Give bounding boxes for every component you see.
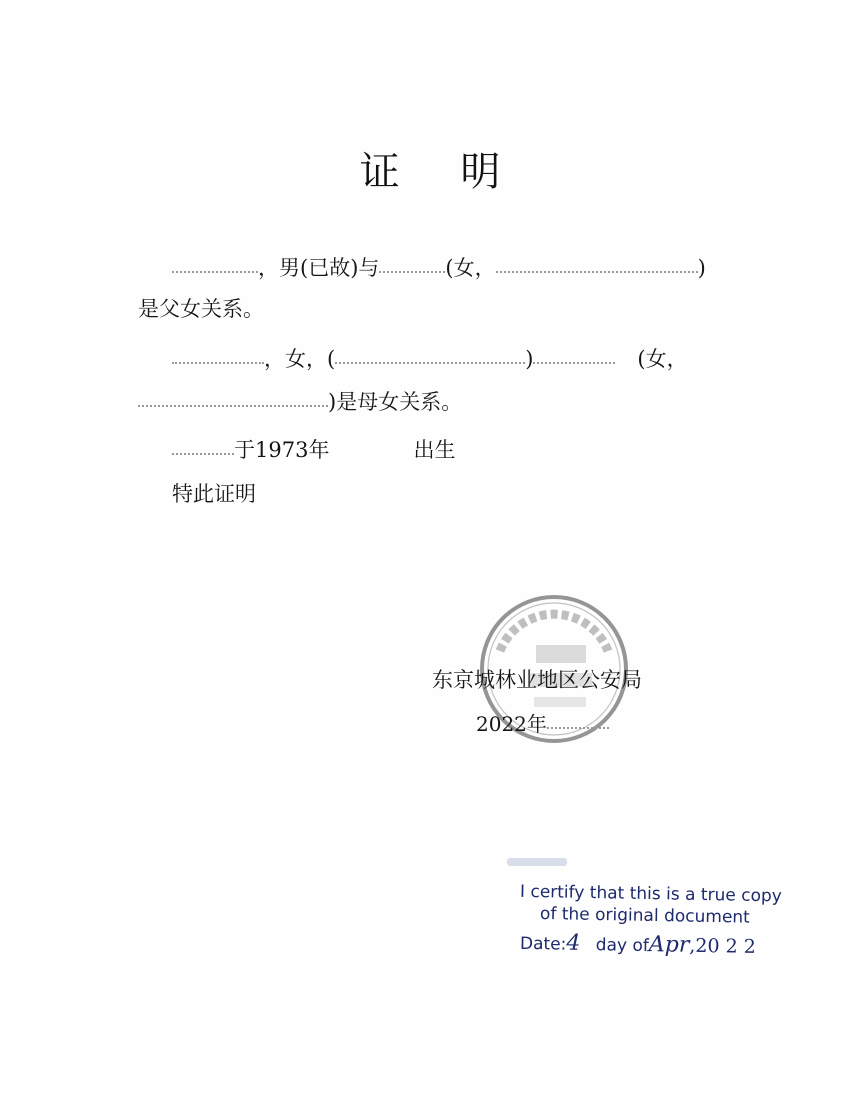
stamp-smudge <box>507 858 567 866</box>
issue-date-year: 2022年 <box>476 712 547 736</box>
para3-text-b: 出生 <box>413 438 456 462</box>
para3-text-a: 于1973年 <box>234 438 330 462</box>
certification-date-line <box>520 930 770 959</box>
issuing-authority: 东京城林业地区公安局 <box>432 668 642 692</box>
date-label: Date: <box>519 933 567 955</box>
para2-text-a: ，女，( <box>264 347 336 371</box>
redacted-name <box>172 255 258 275</box>
redacted-name <box>533 346 615 366</box>
paragraph-3 <box>172 434 455 464</box>
para2-text-d: )是母女关系。 <box>328 390 463 414</box>
handwritten-day: 4 <box>566 930 581 956</box>
redacted-id-number <box>496 255 698 275</box>
handwritten-month: Apr <box>648 932 690 958</box>
para1-text-c: ) <box>697 256 706 280</box>
day-of-label: day of <box>595 935 649 957</box>
redacted-date <box>547 711 609 731</box>
redacted-name <box>172 437 234 457</box>
paragraph-1-line-2: 是父女关系。 <box>138 297 264 321</box>
document-title: 证 明 <box>359 149 525 195</box>
certification-stamp <box>519 881 782 958</box>
paragraph-2-line-1 <box>172 343 688 373</box>
certification-line-1: I certify that this is a true copy <box>519 881 782 907</box>
redacted-id-number <box>138 389 328 409</box>
para2-text-c: (女， <box>637 347 688 371</box>
redacted-name <box>379 255 445 275</box>
certification-line-2: of the original document <box>539 903 750 928</box>
closing-statement: 特此证明 <box>172 482 256 506</box>
redacted-name <box>172 346 264 366</box>
handwritten-year: ,20 2 2 <box>689 934 756 958</box>
paragraph-1-line-1 <box>172 252 706 282</box>
paragraph-2-line-2 <box>138 386 462 416</box>
para1-text-b: (女， <box>445 256 496 280</box>
redacted-id-number <box>335 346 525 366</box>
para1-text-a: ，男(已故)与 <box>258 256 380 280</box>
issue-date <box>476 708 609 737</box>
para2-text-b: ) <box>525 347 534 371</box>
